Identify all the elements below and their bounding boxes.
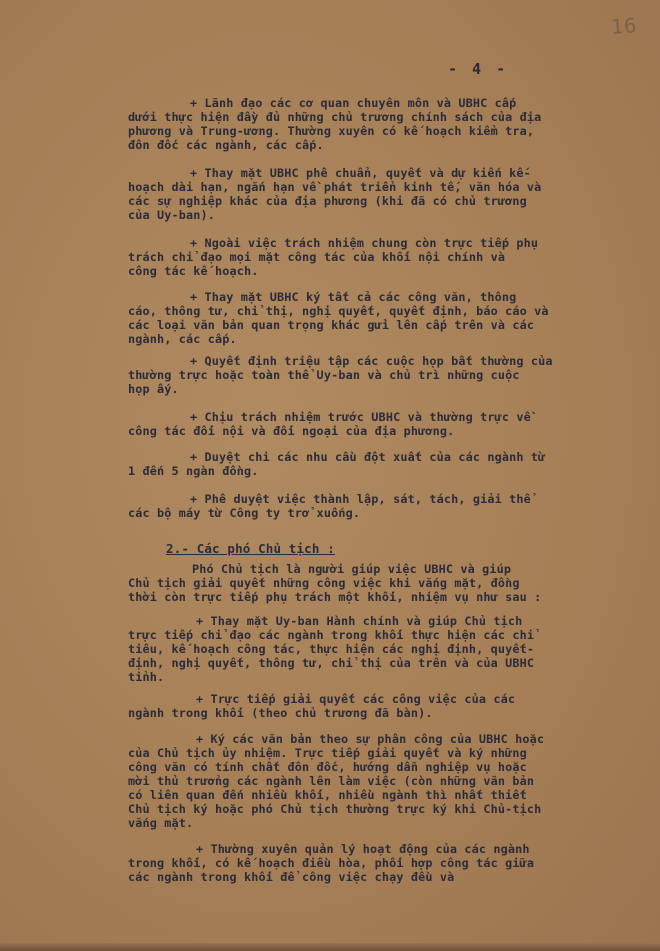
text-line: mời thủ trưởng các ngành lên làm việc (còn những văn bản <box>128 774 535 788</box>
page-number: - 4 - <box>448 60 509 78</box>
text-line: cáo, thông tư, chỉ thị, nghị quyết, quyết định, báo cáo và <box>128 304 549 318</box>
text-line: công văn có tính chất đôn đốc, hướng dẫn nghiệp vụ hoặc <box>128 760 527 774</box>
text-line: + Ngoài việc trách nhiệm chung còn trực tiếp phụ <box>190 236 539 250</box>
text-line: + Trực tiếp giải quyết các công việc của các <box>196 692 516 706</box>
text-line: + Ký các văn bản theo sự phân công của UBHC hoặc <box>196 732 545 746</box>
text-line: công tác đối nội và đối ngoại của địa phương. <box>128 424 455 438</box>
text-line: Phó Chủ tịch là người giúp việc UBHC và giúp <box>192 562 512 576</box>
text-line: vắng mặt. <box>128 816 194 830</box>
text-line: trong khối, có kế hoạch điều hòa, phối hợp công tác giữa <box>128 856 535 870</box>
text-line: phương và Trung-ương. Thường xuyên có kế hoạch kiểm tra, <box>128 124 535 138</box>
text-line: thời còn trực tiếp phụ trách một khối, nhiệm vụ như sau : <box>128 590 542 604</box>
text-line: các sự nghiệp khác của địa phương (khi đã có chủ trương <box>128 194 527 208</box>
text-line: ngành, các cấp. <box>128 332 237 346</box>
text-line: trách chỉ đạo mọi mặt công tác của khối nội chính và <box>128 250 506 264</box>
text-line: thường trực hoặc toàn thể Uy-ban và chủ trì những cuộc <box>128 368 520 382</box>
text-line: + Thay mặt UBHC phê chuẩn, quyết và dự kiến kế- <box>190 166 531 180</box>
text-line: của Chủ tịch ủy nhiệm. Trực tiếp giải quyết và ký những <box>128 746 527 760</box>
text-line: ngành trong khối (theo chủ trương đã bàn). <box>128 706 433 720</box>
text-line: dưới thực hiện đầy đủ những chủ trương chính sách của địa <box>128 110 542 124</box>
text-line: + Thường xuyên quản lý hoạt động của các ngành <box>196 842 530 856</box>
text-line: Chủ tịch giải quyết những công việc khi vắng mặt, đồng <box>128 576 520 590</box>
text-line: các loại văn bản quan trọng khác gửi lên cấp trên và các <box>128 318 535 332</box>
section-heading: 2.- Các phó Chủ tịch : <box>166 541 335 556</box>
handwritten-page-mark: 16 <box>609 13 637 39</box>
text-line: + Quyết định triệu tập các cuộc họp bất thường của <box>190 354 553 368</box>
text-line: họp ấy. <box>128 382 179 396</box>
text-line: định, nghị quyết, thông tư, chỉ thị của trên và của UBHC <box>128 656 535 670</box>
text-line: + Duyệt chi các nhu cầu đột xuất của các ngành từ <box>190 450 546 464</box>
text-line: của Uy-ban). <box>128 208 216 222</box>
text-line: các ngành trong khối để công việc chạy đều và <box>128 870 455 884</box>
text-line: các bộ máy từ Công ty trở xuống. <box>128 506 361 520</box>
text-line: hoạch dài hạn, ngắn hạn về phát triển kinh tế, văn hóa và <box>128 180 542 194</box>
text-line: công tác kế hoạch. <box>128 264 259 278</box>
text-line: + Lãnh đạo các cơ quan chuyên môn và UBHC cấp <box>190 96 517 110</box>
text-line: 1 đến 5 ngàn đồng. <box>128 464 259 478</box>
text-line: có liên quan đến nhiều khối, nhiều ngành thì nhất thiết <box>128 788 527 802</box>
text-line: + Thay mặt UBHC ký tất cả các công văn, thông <box>190 290 517 304</box>
page-bottom-edge <box>0 943 660 951</box>
text-line: tiêu, kế hoạch công tác, thực hiện các nghị định, quyết- <box>128 642 535 656</box>
text-line: Chủ tịch ký hoặc phó Chủ tịch thường trực ký khi Chủ-tịch <box>128 802 542 816</box>
text-line: + Thay mặt Uy-ban Hành chính và giúp Chủ tịch <box>196 614 523 628</box>
text-line: + Phê duyệt việc thành lập, sát, tách, giải thể <box>190 492 531 506</box>
text-line: tỉnh. <box>128 670 165 684</box>
text-line: trực tiếp chỉ đạo các ngành trong khối thực hiện các chỉ <box>128 628 535 642</box>
text-line: đôn đốc các ngành, các cấp. <box>128 138 324 152</box>
text-line: + Chịu trách nhiệm trước UBHC và thường trực về <box>190 410 531 424</box>
